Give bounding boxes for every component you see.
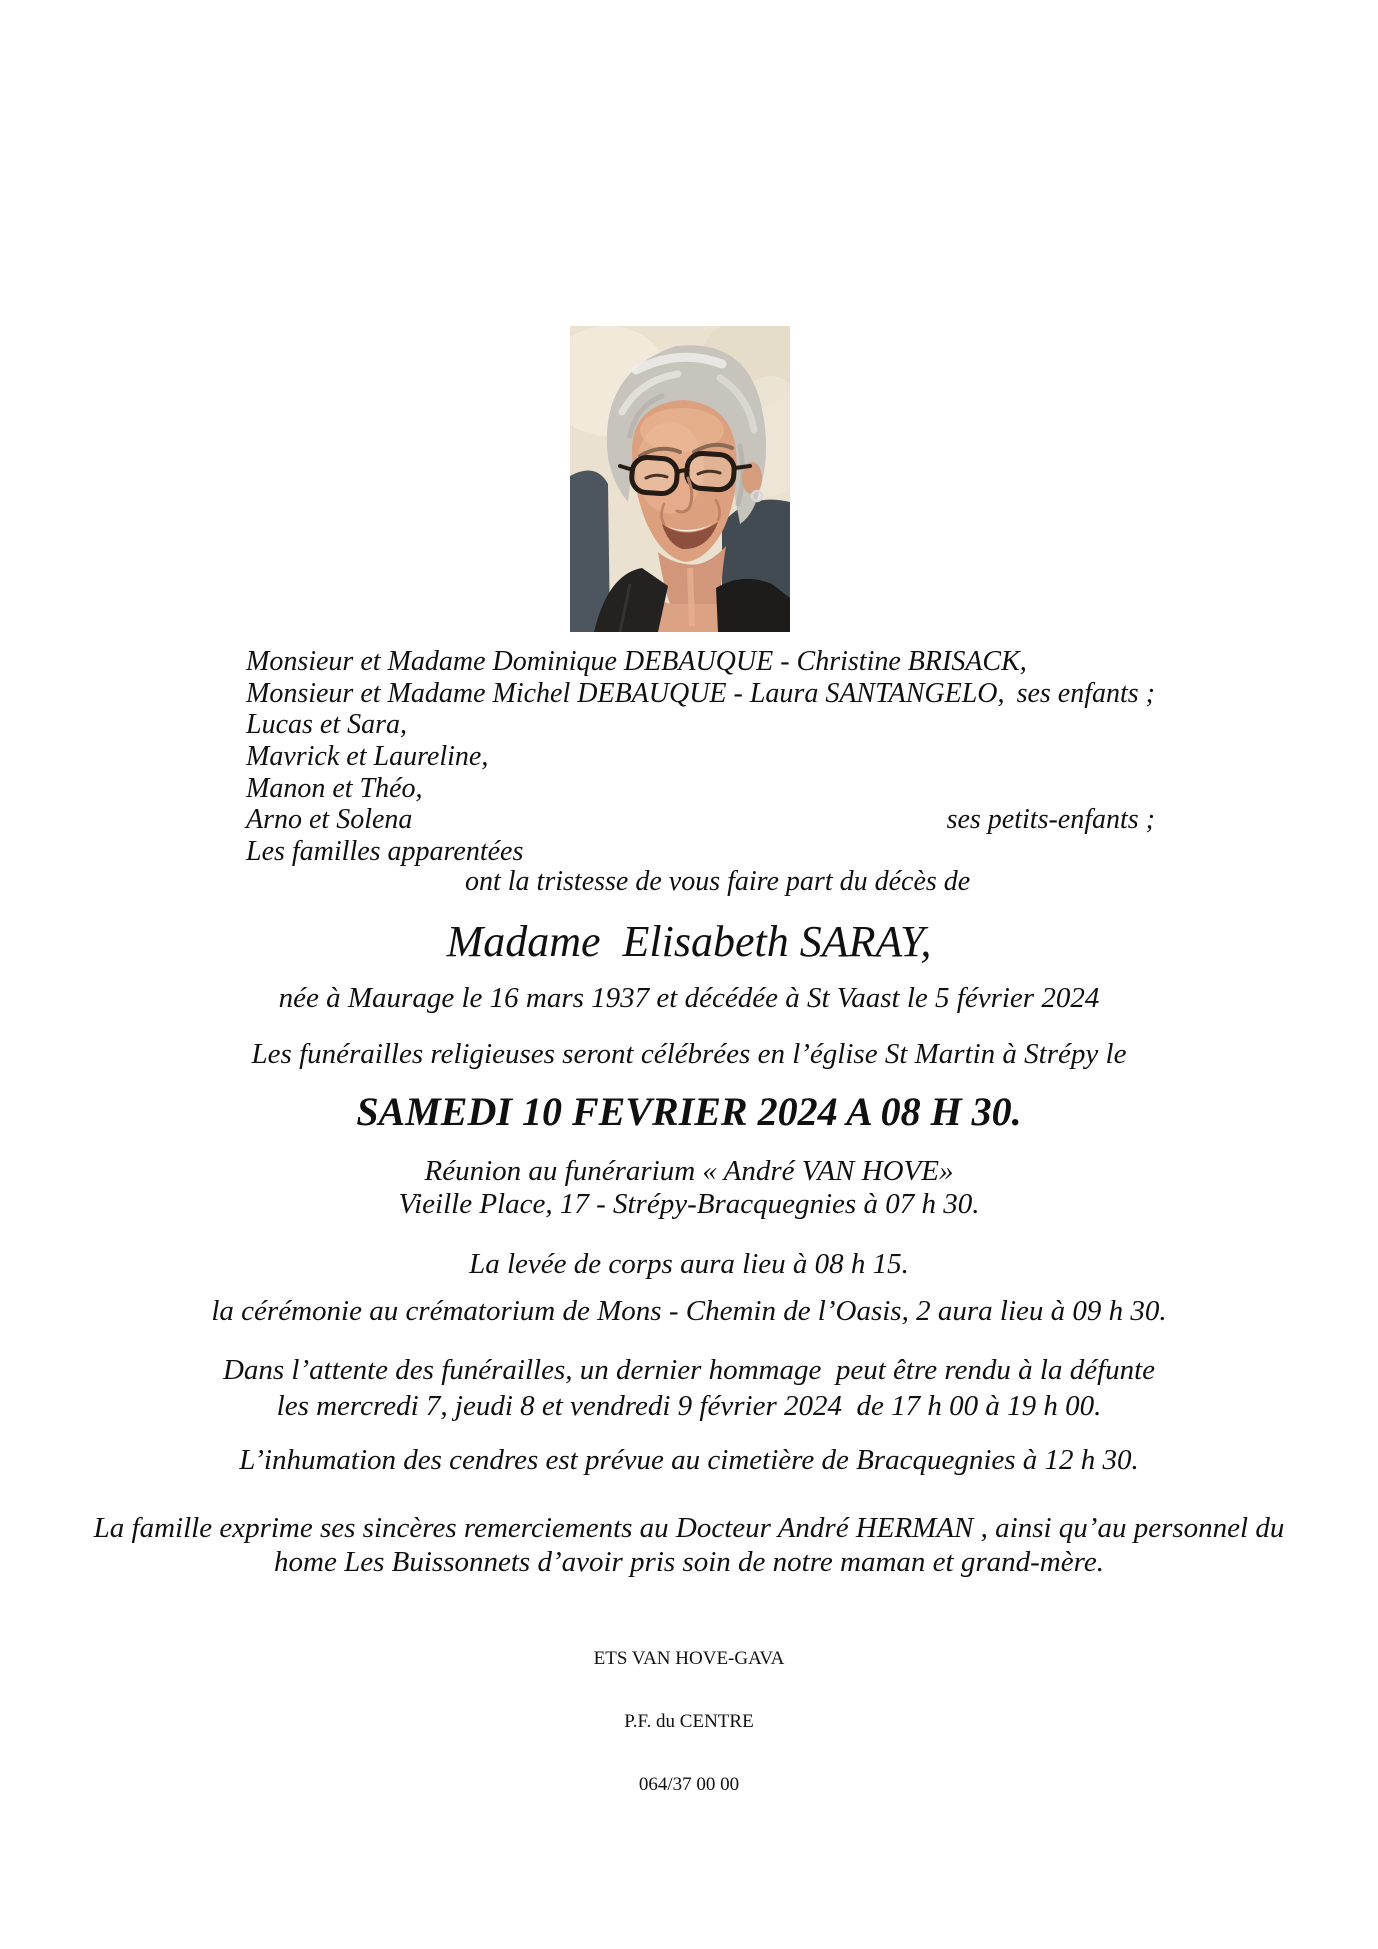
family-line-text: Arno et Solena <box>246 804 413 836</box>
funeral-home-division: P.F. du CENTRE <box>624 1711 754 1732</box>
family-line <box>246 709 1155 741</box>
ashes-interment-line: L’inhumation des cendres est prévue au cimetière de Bracquegnies à 12 h 30. <box>239 1444 1139 1476</box>
tribute-line-1: Dans l’attente des funérailles, un dernier hommage peut être rendu à la défunte <box>222 1354 1156 1386</box>
funeral-home-block <box>0 1606 1378 1837</box>
relation-label-grandchildren: ses petits-enfants ; <box>946 804 1155 836</box>
deceased-portrait-photo <box>570 326 790 632</box>
family-line-text: Manon et Théo, <box>246 772 423 804</box>
birth-death-line: née à Maurage le 16 mars 1937 et décédée à St Vaast le 5 février 2024 <box>278 982 1100 1014</box>
cremation-ceremony-line: la cérémonie au crématorium de Mons - Chemin de l’Oasis, 2 aura lieu à 09 h 30. <box>211 1295 1167 1327</box>
family-line-text: Lucas et Sara, <box>246 709 407 741</box>
relation-label-children: ses enfants ; <box>1016 677 1155 709</box>
announcement-line: ont la tristesse de vous faire part du décès de <box>465 866 971 897</box>
family-line <box>246 804 1155 836</box>
funeral-date-line: SAMEDI 10 FEVRIER 2024 A 08 H 30. <box>356 1089 1022 1134</box>
meeting-address-line: Vieille Place, 17 - Strépy-Bracquegnies à 07 h 30. <box>398 1188 980 1220</box>
meeting-place-line: Réunion au funérarium « André VAN HOVE» <box>424 1155 954 1187</box>
tribute-line-2: les mercredi 7, jeudi 8 et vendredi 9 février 2024 de 17 h 00 à 19 h 00. <box>276 1390 1102 1422</box>
family-line <box>246 836 1155 868</box>
family-line <box>246 741 1155 773</box>
family-line <box>246 678 1155 710</box>
family-line <box>246 646 1155 678</box>
thanks-line-1: La famille exprime ses sincères remerciements au Docteur André HERMAN , ainsi qu’au personnel du <box>93 1512 1285 1544</box>
family-line-text: Mavrick et Laureline, <box>246 741 489 773</box>
family-and-relatives-list <box>246 646 1155 868</box>
body-removal-line: La levée de corps aura lieu à 08 h 15. <box>469 1248 909 1280</box>
thanks-line-2: home Les Buissonnets d’avoir pris soin de notre maman et grand-mère. <box>274 1546 1104 1578</box>
family-line-text: Monsieur et Madame Dominique DEBAUQUE - Christine BRISACK, <box>246 646 1027 677</box>
portrait-illustration <box>570 326 790 632</box>
deceased-name: Madame Elisabeth SARAY, <box>446 917 932 966</box>
family-line-text: Les familles apparentées <box>246 836 524 868</box>
family-line-text: Monsieur et Madame Michel DEBAUQUE - Laura SANTANGELO, <box>246 677 1005 709</box>
funeral-home-phone: 064/37 00 00 <box>638 1774 740 1795</box>
funeral-home-name: ETS VAN HOVE-GAVA <box>593 1648 785 1669</box>
family-line <box>246 773 1155 805</box>
funeral-service-line: Les funérailles religieuses seront célébrées en l’église St Martin à Strépy le <box>251 1038 1127 1070</box>
